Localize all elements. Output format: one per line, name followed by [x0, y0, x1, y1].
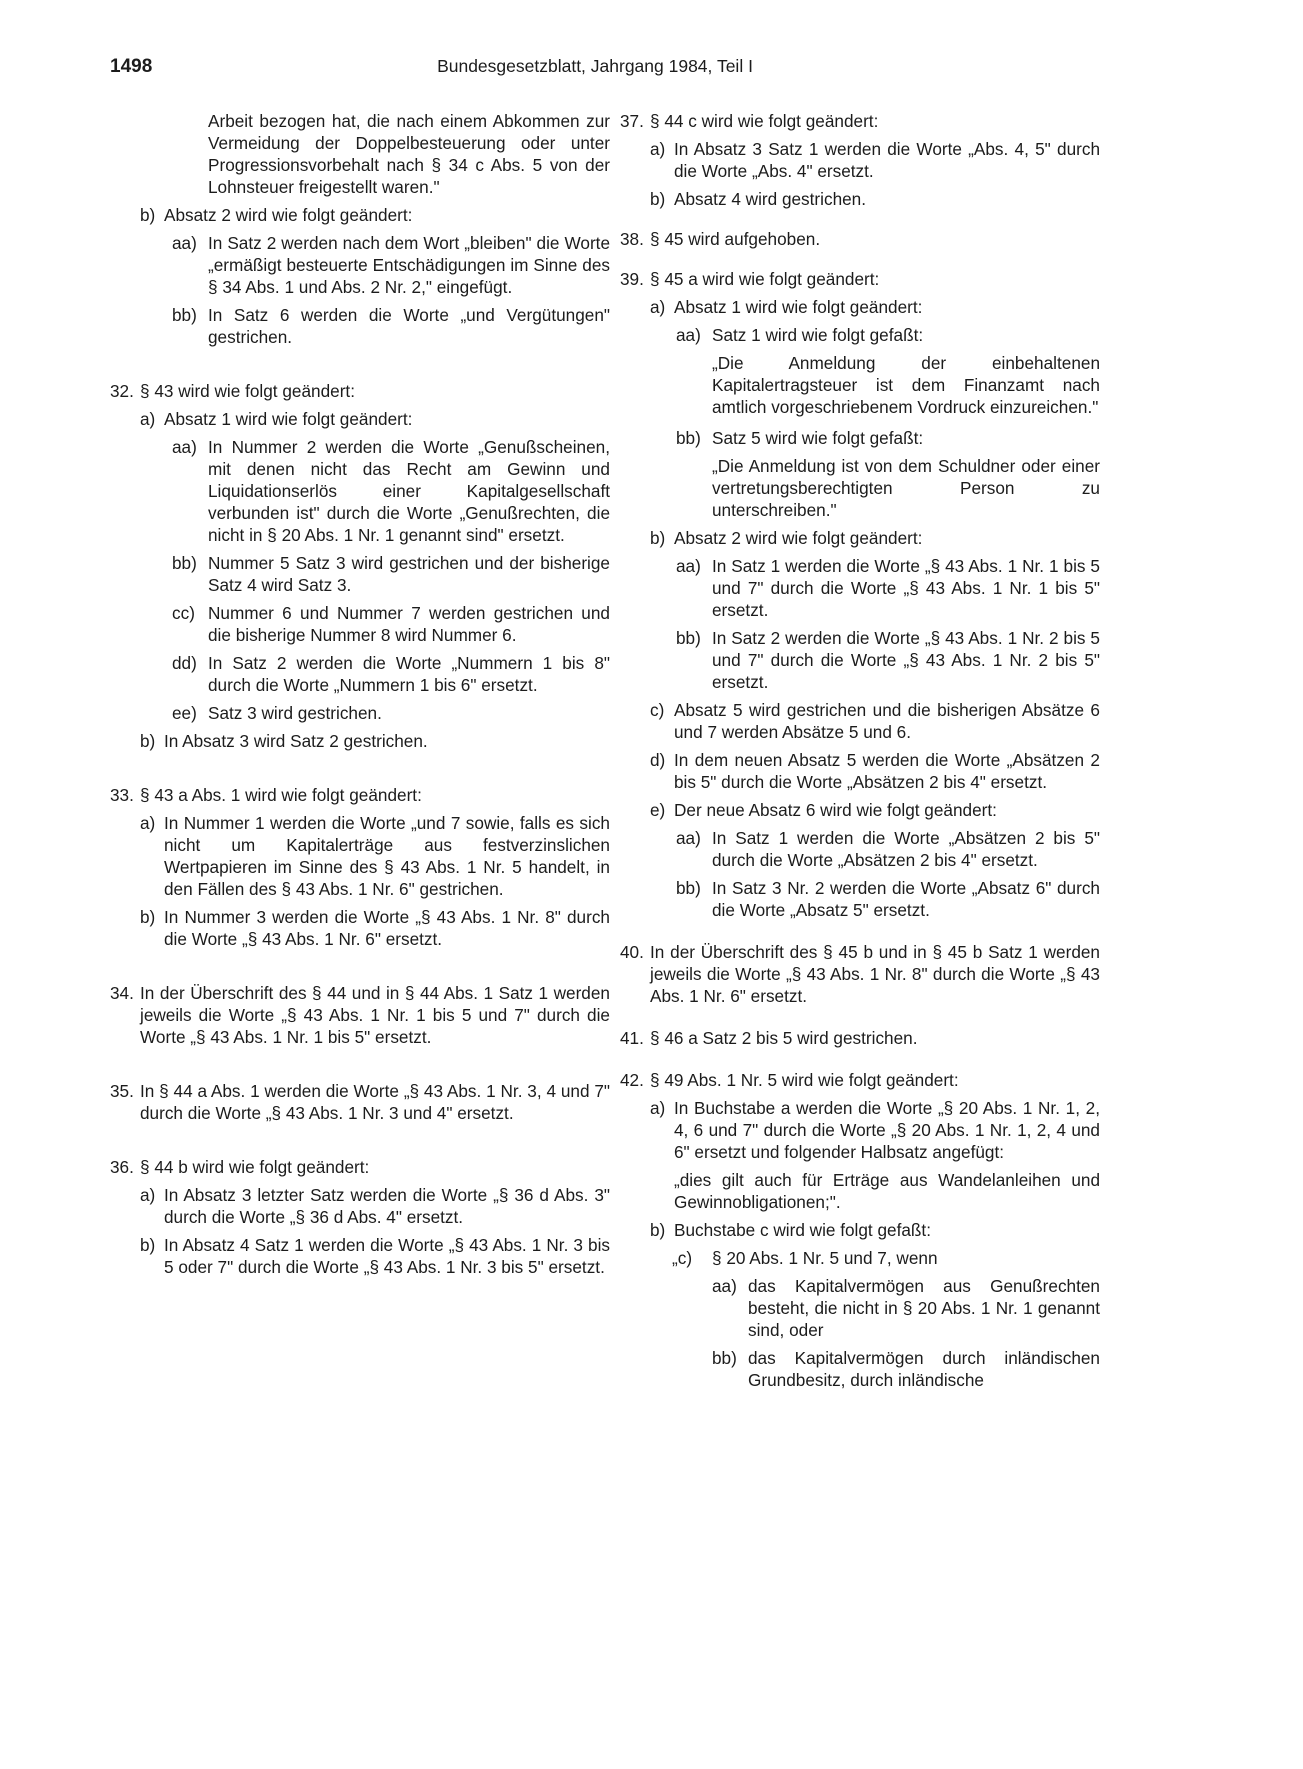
- item-text: In Satz 2 werden die Worte „§ 43 Abs. 1 Nr. 2 bis 5 und 7" durch die Worte „§ 43 Abs. 1 Nr. 2 bis 5" ersetzt.: [712, 628, 1100, 692]
- item-39-a-bb: [620, 427, 1100, 449]
- item-marker: aa): [676, 556, 701, 576]
- item-marker: 38.: [620, 229, 644, 249]
- item-39-b-bb: [620, 627, 1100, 693]
- item-text: Absatz 1 wird wie folgt geändert:: [674, 297, 923, 317]
- item-marker: „c): [672, 1248, 693, 1268]
- item-text: In Satz 1 werden die Worte „Absätzen 2 bis 5" durch die Worte „Absätzen 2 bis 4" ersetzt.: [712, 828, 1100, 870]
- item-38: [620, 228, 1100, 250]
- item-32-a-aa: [110, 436, 610, 546]
- item-marker: a): [650, 139, 666, 159]
- item-text: § 44 b wird wie folgt geändert:: [140, 1157, 370, 1177]
- item-39-a: [620, 296, 1100, 318]
- item-32-a-cc: [110, 602, 610, 646]
- item-text: In Absatz 3 letzter Satz werden die Worte „§ 36 d Abs. 3" durch die Worte „§ 36 d Abs. 4" ersetzt.: [164, 1185, 610, 1227]
- item-36-a: [110, 1184, 610, 1228]
- item-text: § 44 c wird wie folgt geändert:: [650, 111, 879, 131]
- item-32-b: [110, 730, 610, 752]
- item-text: § 49 Abs. 1 Nr. 5 wird wie folgt geändert:: [650, 1070, 959, 1090]
- item-text: § 43 a Abs. 1 wird wie folgt geändert:: [140, 785, 422, 805]
- item-34: [110, 982, 610, 1048]
- item-marker: b): [650, 1220, 666, 1240]
- item-marker: bb): [676, 628, 701, 648]
- item-text: In dem neuen Absatz 5 werden die Worte „Absätzen 2 bis 5" durch die Worte „Absätzen 2 bis 4" ersetzt.: [674, 750, 1100, 792]
- item-42-b: [620, 1219, 1100, 1241]
- running-head: Bundesgesetzblatt, Jahrgang 1984, Teil I: [437, 56, 753, 76]
- item-marker: a): [650, 297, 666, 317]
- item-text: Satz 5 wird wie folgt gefaßt:: [712, 428, 924, 448]
- item-text: § 43 wird wie folgt geändert:: [140, 381, 355, 401]
- item-text: Absatz 4 wird gestrichen.: [674, 189, 867, 209]
- item-text: In § 44 a Abs. 1 werden die Worte „§ 43 Abs. 1 Nr. 3, 4 und 7" durch die Worte „§ 43 Abs. 1 Nr. 3 und 4" ersetzt.: [140, 1081, 610, 1123]
- item-36-b: [110, 1234, 610, 1278]
- item-marker: bb): [676, 428, 701, 448]
- item-37-a: [620, 138, 1100, 182]
- item-marker: 40.: [620, 942, 644, 962]
- item-text: das Kapitalvermögen durch inländischen Grundbesitz, durch inländische: [748, 1348, 1100, 1390]
- item-39-b-aa: [620, 555, 1100, 621]
- item-42-b-c-bb: [620, 1347, 1100, 1391]
- item-39-d: [620, 749, 1100, 793]
- item-marker: 32.: [110, 381, 134, 401]
- item-text: In der Überschrift des § 45 b und in § 45 b Satz 1 werden jeweils die Worte „§ 43 Abs. 1 Nr. 8" durch die Worte „§ 43 Abs. 1 Nr. 6" ersetzt.: [650, 942, 1100, 1006]
- item-42-a: [620, 1097, 1100, 1163]
- item-text: Buchstabe c wird wie folgt gefaßt:: [674, 1220, 931, 1240]
- item-marker: b): [650, 528, 666, 548]
- item-33-b: [110, 906, 610, 950]
- item-text: Satz 1 wird wie folgt gefaßt:: [712, 325, 924, 345]
- item-marker: b): [140, 907, 156, 927]
- item-marker: 34.: [110, 983, 134, 1003]
- item-marker: aa): [172, 233, 197, 253]
- item-text: In Satz 2 werden nach dem Wort „bleiben" die Worte „ermäßigt besteuerte Entschädigungen im Sinne des § 34 Abs. 1 und Abs. 2 Nr. 2," eingefügt.: [208, 233, 610, 297]
- item-39-b: [620, 527, 1100, 549]
- left-column: [110, 110, 610, 1278]
- item-marker: a): [140, 409, 156, 429]
- item-33-a: [110, 812, 610, 900]
- item-marker: e): [650, 800, 666, 820]
- item-39: [620, 268, 1100, 290]
- item-marker: b): [650, 189, 666, 209]
- item-marker: bb): [172, 553, 197, 573]
- item-marker: cc): [172, 603, 195, 623]
- item-42-b-c-aa: [620, 1275, 1100, 1341]
- item-text: Nummer 6 und Nummer 7 werden gestrichen und die bisherige Nummer 8 wird Nummer 6.: [208, 603, 610, 645]
- quote-39-a-aa: „Die Anmeldung der einbehaltenen Kapitalertragsteuer ist dem Finanzamt nach amtlich vorgeschriebenem Vordruck einzureichen.": [712, 353, 1100, 417]
- item-text: In Satz 1 werden die Worte „§ 43 Abs. 1 Nr. 1 bis 5 und 7" durch die Worte „§ 43 Abs. 1 Nr. 1 bis 5" ersetzt.: [712, 556, 1100, 620]
- item-marker: bb): [712, 1348, 737, 1368]
- item-39-e-bb: [620, 877, 1100, 921]
- item-text: In Satz 3 Nr. 2 werden die Worte „Absatz 6" durch die Worte „Absatz 5" ersetzt.: [712, 878, 1100, 920]
- item-text: In der Überschrift des § 44 und in § 44 Abs. 1 Satz 1 werden jeweils die Worte „§ 43 Abs. 1 Nr. 1 bis 5 und 7" durch die Worte „§ 43 Abs. 1 Nr. 1 bis 5" ersetzt.: [140, 983, 610, 1047]
- item-marker: b): [140, 731, 156, 751]
- item-text: In Absatz 4 Satz 1 werden die Worte „§ 43 Abs. 1 Nr. 3 bis 5 oder 7" durch die Worte „§ 43 Abs. 1 Nr. 3 bis 5" ersetzt.: [164, 1235, 610, 1277]
- item-text: In Satz 2 werden die Worte „Nummern 1 bis 8" durch die Worte „Nummern 1 bis 6" ersetzt.: [208, 653, 610, 695]
- item-marker: c): [650, 700, 665, 720]
- page-number: 1498: [110, 56, 153, 77]
- item-42-b-c: [620, 1247, 1100, 1269]
- item-marker: 36.: [110, 1157, 134, 1177]
- item-33: [110, 784, 610, 806]
- item-40: [620, 941, 1100, 1007]
- item-text: Absatz 2 wird wie folgt geändert:: [674, 528, 923, 548]
- item-31-b-bb: [110, 304, 610, 348]
- item-marker: 41.: [620, 1028, 644, 1048]
- item-31-b: [110, 204, 610, 226]
- item-32-a-bb: [110, 552, 610, 596]
- item-marker: aa): [676, 828, 701, 848]
- item-marker: ee): [172, 703, 197, 723]
- item-39-e: [620, 799, 1100, 821]
- item-marker: 33.: [110, 785, 134, 805]
- item-text: In Buchstabe a werden die Worte „§ 20 Abs. 1 Nr. 1, 2, 4, 6 und 7" durch die Worte „§ 20 Abs. 1 Nr. 1, 2, 4 und 6" ersetzt und folgender Halbsatz angefügt:: [674, 1098, 1100, 1162]
- item-36: [110, 1156, 610, 1178]
- item-31-b-aa: [110, 232, 610, 298]
- item-marker: d): [650, 750, 666, 770]
- item-text: § 45 a wird wie folgt geändert:: [650, 269, 880, 289]
- item-text: In Nummer 2 werden die Worte „Genußscheinen, mit denen nicht das Recht am Gewinn und Liquidationserlös einer Kapitalgesellschaft verbunden ist" durch die Worte „Genußrechten, die nicht in § 20 Abs. 1 Nr. 1 genannt sind" ersetzt.: [208, 437, 610, 545]
- item-39-a-aa: [620, 324, 1100, 346]
- item-text: § 45 wird aufgehoben.: [650, 229, 821, 249]
- quote-39-a-bb: „Die Anmeldung ist von dem Schuldner oder einer vertretungsberechtigten Person zu unterschreiben.": [712, 456, 1100, 520]
- item-marker: 42.: [620, 1070, 644, 1090]
- item-text: Satz 3 wird gestrichen.: [208, 703, 382, 723]
- item-marker: 39.: [620, 269, 644, 289]
- item-text: In Absatz 3 wird Satz 2 gestrichen.: [164, 731, 428, 751]
- item-32-a-ee: [110, 702, 610, 724]
- item-marker: 35.: [110, 1081, 134, 1101]
- item-marker: aa): [676, 325, 701, 345]
- item-marker: dd): [172, 653, 197, 673]
- item-marker: b): [140, 1235, 156, 1255]
- item-text: In Satz 6 werden die Worte „und Vergütungen" gestrichen.: [208, 305, 610, 347]
- item-37: [620, 110, 1100, 132]
- quote-42-a: „dies gilt auch für Erträge aus Wandelanleihen und Gewinnobligationen;".: [674, 1170, 1100, 1212]
- item-32-a: [110, 408, 610, 430]
- item-text: Absatz 1 wird wie folgt geändert:: [164, 409, 413, 429]
- item-marker: a): [140, 1185, 156, 1205]
- item-32: [110, 380, 610, 402]
- item-32-a-dd: [110, 652, 610, 696]
- item-text: In Absatz 3 Satz 1 werden die Worte „Abs. 4, 5" durch die Worte „Abs. 4" ersetzt.: [674, 139, 1100, 181]
- item-marker: aa): [712, 1276, 737, 1296]
- item-35: [110, 1080, 610, 1124]
- item-marker: aa): [172, 437, 197, 457]
- item-text: Der neue Absatz 6 wird wie folgt geändert:: [674, 800, 997, 820]
- item-37-b: [620, 188, 1100, 210]
- item-text: § 46 a Satz 2 bis 5 wird gestrichen.: [650, 1028, 918, 1048]
- page-header: [0, 50, 1303, 90]
- item-marker: bb): [172, 305, 197, 325]
- item-marker: bb): [676, 878, 701, 898]
- item-text: In Nummer 3 werden die Worte „§ 43 Abs. 1 Nr. 8" durch die Worte „§ 43 Abs. 1 Nr. 6" ersetzt.: [164, 907, 610, 949]
- item-marker: b): [140, 205, 156, 225]
- item-text: In Nummer 1 werden die Worte „und 7 sowie, falls es sich nicht um Kapitalerträge aus festverzinslichen Wertpapieren im Sinne des § 43 Abs. 1 Nr. 5 handelt, in den Fällen des § 43 Abs. 1 Nr. 6" gestrichen.: [164, 813, 610, 899]
- item-text: Absatz 5 wird gestrichen und die bisherigen Absätze 6 und 7 werden Absätze 5 und 6.: [674, 700, 1100, 742]
- item-marker: a): [140, 813, 156, 833]
- item-text: Nummer 5 Satz 3 wird gestrichen und der bisherige Satz 4 wird Satz 3.: [208, 553, 610, 595]
- item-text: § 20 Abs. 1 Nr. 5 und 7, wenn: [712, 1248, 938, 1268]
- item-39-e-aa: [620, 827, 1100, 871]
- item-39-c: [620, 699, 1100, 743]
- right-column: [620, 110, 1100, 1391]
- item-text: Absatz 2 wird wie folgt geändert:: [164, 205, 413, 225]
- item-41: [620, 1027, 1100, 1049]
- item-42: [620, 1069, 1100, 1091]
- item-marker: 37.: [620, 111, 644, 131]
- continued-text: Arbeit bezogen hat, die nach einem Abkommen zur Vermeidung der Doppelbesteuerung oder unter Progressionsvorbehalt nach § 34 c Abs. 5 von der Lohnsteuer freigestellt waren.": [208, 111, 610, 197]
- item-marker: a): [650, 1098, 666, 1118]
- item-text: das Kapitalvermögen aus Genußrechten besteht, die nicht in § 20 Abs. 1 Nr. 1 genannt sind, oder: [748, 1276, 1100, 1340]
